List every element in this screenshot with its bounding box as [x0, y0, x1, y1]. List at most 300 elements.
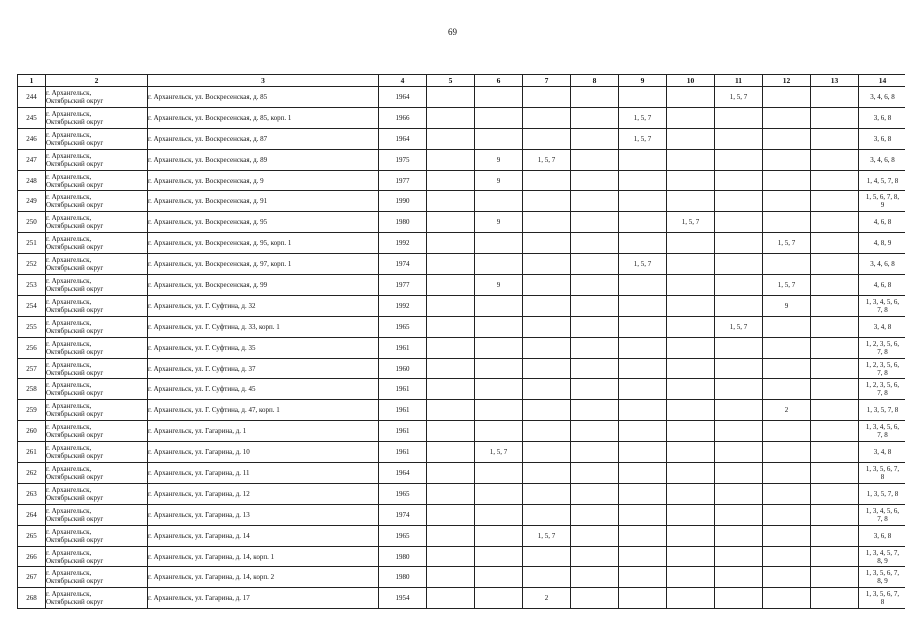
district-line: г. Архангельск,	[46, 569, 92, 578]
code-cell-7	[523, 128, 571, 149]
code-cell-5	[427, 358, 475, 379]
code-cell-13	[811, 191, 859, 212]
code-cell-7: 1, 5, 7	[523, 149, 571, 170]
code-cell-12	[763, 170, 811, 191]
code-cell-14	[859, 379, 905, 400]
district-line: г. Архангельск,	[46, 130, 92, 139]
district-line: Октябрьский округ	[46, 180, 104, 189]
address-cell: г. Архангельск, ул. Воскресенская, д. 85, корп. 1	[148, 107, 379, 128]
code-cell-8	[571, 379, 619, 400]
code-cell-12	[763, 128, 811, 149]
address-cell: г. Архангельск, ул. Г. Суфтина, д. 33, корп. 1	[148, 316, 379, 337]
address-cell: г. Архангельск, ул. Воскресенская, д. 99	[148, 275, 379, 296]
code-cell-7	[523, 191, 571, 212]
code-line: 3, 6, 8	[873, 134, 892, 143]
code-cell-10	[667, 275, 715, 296]
code-cell-10	[667, 233, 715, 254]
district-line: г. Архангельск,	[46, 318, 92, 327]
address-cell: г. Архангельск, ул. Гагарина, д. 10	[148, 442, 379, 463]
district-line: Октябрьский округ	[46, 535, 104, 544]
code-cell-8	[571, 442, 619, 463]
code-cell-9	[619, 463, 667, 484]
code-cell-14	[859, 567, 905, 588]
district-cell	[46, 275, 148, 296]
row-number: 251	[18, 233, 46, 254]
code-cell-13	[811, 400, 859, 421]
row-number: 256	[18, 337, 46, 358]
code-cell-7	[523, 567, 571, 588]
code-cell-12: 1, 5, 7	[763, 275, 811, 296]
code-cell-10	[667, 463, 715, 484]
code-cell-13	[811, 295, 859, 316]
code-cell-11	[715, 337, 763, 358]
district-cell	[46, 233, 148, 254]
code-cell-10	[667, 588, 715, 609]
code-cell-8	[571, 421, 619, 442]
code-cell-5	[427, 442, 475, 463]
code-cell-9	[619, 191, 667, 212]
code-cell-13	[811, 337, 859, 358]
code-cell-9	[619, 170, 667, 191]
year-cell: 1990	[379, 191, 427, 212]
code-cell-10	[667, 191, 715, 212]
table-row	[18, 128, 905, 149]
code-cell-11	[715, 463, 763, 484]
district-cell	[46, 295, 148, 316]
code-cell-14	[859, 358, 905, 379]
district-line: г. Архангельск,	[46, 423, 92, 432]
column-header-11: 11	[715, 75, 763, 87]
row-number: 253	[18, 275, 46, 296]
district-line: Октябрьский округ	[46, 431, 104, 440]
code-cell-12	[763, 421, 811, 442]
code-cell-7: 2	[523, 588, 571, 609]
district-line: Октябрьский округ	[46, 493, 104, 502]
district-cell	[46, 421, 148, 442]
code-line: 9	[880, 201, 885, 210]
district-line: г. Архангельск,	[46, 109, 92, 118]
code-cell-11	[715, 567, 763, 588]
code-cell-10	[667, 525, 715, 546]
address-cell: г. Архангельск, ул. Воскресенская, д. 85	[148, 87, 379, 108]
code-cell-6	[475, 379, 523, 400]
code-cell-11	[715, 504, 763, 525]
table-row	[18, 170, 905, 191]
district-line: Октябрьский округ	[46, 452, 104, 461]
code-cell-8	[571, 316, 619, 337]
code-line: 4, 6, 8	[873, 280, 892, 289]
code-cell-13	[811, 463, 859, 484]
code-line: 3, 4, 8	[873, 448, 892, 457]
column-header-5: 5	[427, 75, 475, 87]
district-line: г. Архангельск,	[46, 172, 92, 181]
table-row	[18, 212, 905, 233]
code-cell-13	[811, 546, 859, 567]
column-header-4: 4	[379, 75, 427, 87]
header-row	[18, 75, 905, 87]
code-cell-10	[667, 149, 715, 170]
code-line: 4, 8, 9	[873, 239, 892, 248]
district-cell	[46, 400, 148, 421]
district-line: Октябрьский округ	[46, 264, 104, 273]
code-cell-13	[811, 316, 859, 337]
code-cell-13	[811, 170, 859, 191]
code-cell-7	[523, 87, 571, 108]
code-line: 7, 8	[877, 368, 888, 377]
code-cell-7	[523, 483, 571, 504]
district-line: г. Архангельск,	[46, 88, 92, 97]
code-line: 1, 3, 5, 6, 7,	[865, 590, 900, 599]
district-cell	[46, 546, 148, 567]
table-row	[18, 525, 905, 546]
code-line: 1, 3, 4, 5, 6,	[865, 423, 900, 432]
code-line: 1, 4, 5, 7, 8	[866, 176, 899, 185]
code-cell-12	[763, 87, 811, 108]
code-cell-8	[571, 275, 619, 296]
table-row	[18, 295, 905, 316]
code-cell-11	[715, 170, 763, 191]
code-cell-5	[427, 483, 475, 504]
code-cell-8	[571, 546, 619, 567]
code-cell-13	[811, 525, 859, 546]
code-cell-12	[763, 149, 811, 170]
code-line: 7, 8	[877, 305, 888, 314]
column-header-12: 12	[763, 75, 811, 87]
code-cell-6	[475, 400, 523, 421]
code-cell-7	[523, 233, 571, 254]
code-cell-14	[859, 463, 905, 484]
page-number: 69	[448, 27, 457, 37]
table-row	[18, 421, 905, 442]
code-cell-14	[859, 191, 905, 212]
code-cell-14	[859, 212, 905, 233]
code-cell-5	[427, 421, 475, 442]
row-number: 254	[18, 295, 46, 316]
district-line: г. Архангельск,	[46, 339, 92, 348]
code-cell-14	[859, 421, 905, 442]
code-cell-7	[523, 546, 571, 567]
district-line: Октябрьский округ	[46, 284, 104, 293]
code-cell-7: 1, 5, 7	[523, 525, 571, 546]
code-cell-12	[763, 504, 811, 525]
district-line: Октябрьский округ	[46, 598, 104, 607]
address-cell: г. Архангельск, ул. Воскресенская, д. 97, корп. 1	[148, 254, 379, 275]
code-cell-12	[763, 463, 811, 484]
district-line: Октябрьский округ	[46, 368, 104, 377]
district-line: г. Архангельск,	[46, 381, 92, 390]
address-cell: г. Архангельск, ул. Гагарина, д. 17	[148, 588, 379, 609]
code-cell-7	[523, 275, 571, 296]
code-cell-11	[715, 107, 763, 128]
district-cell	[46, 588, 148, 609]
code-cell-5	[427, 191, 475, 212]
row-number: 257	[18, 358, 46, 379]
code-cell-12	[763, 525, 811, 546]
code-cell-12: 2	[763, 400, 811, 421]
code-line: 3, 6, 8	[873, 531, 892, 540]
code-cell-6	[475, 504, 523, 525]
address-cell: г. Архангельск, ул. Гагарина, д. 1	[148, 421, 379, 442]
year-cell: 1964	[379, 463, 427, 484]
code-cell-6: 9	[475, 212, 523, 233]
district-cell	[46, 379, 148, 400]
code-line: 1, 3, 5, 7, 8	[866, 489, 899, 498]
code-cell-14	[859, 128, 905, 149]
code-line: 7, 8	[877, 431, 888, 440]
code-cell-7	[523, 295, 571, 316]
row-number: 252	[18, 254, 46, 275]
code-cell-8	[571, 128, 619, 149]
code-cell-8	[571, 337, 619, 358]
year-cell: 1961	[379, 421, 427, 442]
code-cell-9	[619, 358, 667, 379]
code-cell-9	[619, 212, 667, 233]
row-number: 260	[18, 421, 46, 442]
code-line: 1, 2, 3, 5, 6,	[865, 381, 900, 390]
row-number: 246	[18, 128, 46, 149]
code-cell-10	[667, 567, 715, 588]
code-line: 3, 4, 8	[873, 322, 892, 331]
code-cell-6	[475, 358, 523, 379]
code-cell-9	[619, 442, 667, 463]
district-cell	[46, 567, 148, 588]
code-cell-13	[811, 442, 859, 463]
district-line: г. Архангельск,	[46, 444, 92, 453]
year-cell: 1965	[379, 483, 427, 504]
district-cell	[46, 170, 148, 191]
table-row	[18, 483, 905, 504]
code-cell-13	[811, 87, 859, 108]
code-cell-10	[667, 316, 715, 337]
district-line: г. Архангельск,	[46, 506, 92, 515]
district-line: Октябрьский округ	[46, 326, 104, 335]
code-cell-6	[475, 546, 523, 567]
code-cell-11	[715, 128, 763, 149]
address-cell: г. Архангельск, ул. Воскресенская, д. 89	[148, 149, 379, 170]
buildings-table	[17, 74, 905, 609]
address-cell: г. Архангельск, ул. Г. Суфтина, д. 45	[148, 379, 379, 400]
code-cell-12	[763, 483, 811, 504]
code-cell-11	[715, 421, 763, 442]
code-cell-13	[811, 358, 859, 379]
code-cell-5	[427, 254, 475, 275]
code-cell-7	[523, 379, 571, 400]
code-cell-7	[523, 400, 571, 421]
district-cell	[46, 463, 148, 484]
code-cell-10	[667, 442, 715, 463]
code-cell-14	[859, 233, 905, 254]
code-cell-6: 1, 5, 7	[475, 442, 523, 463]
year-cell: 1992	[379, 295, 427, 316]
district-cell	[46, 358, 148, 379]
row-number: 267	[18, 567, 46, 588]
code-line: 1, 2, 3, 5, 6,	[865, 339, 900, 348]
year-cell: 1980	[379, 546, 427, 567]
code-cell-6	[475, 463, 523, 484]
row-number: 259	[18, 400, 46, 421]
district-cell	[46, 316, 148, 337]
address-cell: г. Архангельск, ул. Г. Суфтина, д. 32	[148, 295, 379, 316]
code-cell-7	[523, 421, 571, 442]
address-cell: г. Архангельск, ул. Г. Суфтина, д. 37	[148, 358, 379, 379]
table-row	[18, 546, 905, 567]
code-cell-5	[427, 546, 475, 567]
year-cell: 1964	[379, 87, 427, 108]
code-cell-11	[715, 254, 763, 275]
code-cell-6	[475, 483, 523, 504]
code-cell-9	[619, 546, 667, 567]
code-line: 1, 3, 5, 7, 8	[866, 406, 899, 415]
code-cell-14	[859, 546, 905, 567]
district-cell	[46, 107, 148, 128]
code-cell-7	[523, 316, 571, 337]
code-cell-7	[523, 463, 571, 484]
address-cell: г. Архангельск, ул. Воскресенская, д. 95, корп. 1	[148, 233, 379, 254]
code-cell-14	[859, 442, 905, 463]
code-cell-11	[715, 149, 763, 170]
code-cell-5	[427, 379, 475, 400]
row-number: 268	[18, 588, 46, 609]
code-line: 1, 3, 5, 6, 7,	[865, 464, 900, 473]
code-cell-8	[571, 149, 619, 170]
code-cell-6	[475, 421, 523, 442]
year-cell: 1960	[379, 358, 427, 379]
code-cell-5	[427, 525, 475, 546]
code-cell-8	[571, 483, 619, 504]
code-cell-7	[523, 442, 571, 463]
district-line: г. Архангельск,	[46, 590, 92, 599]
year-cell: 1992	[379, 233, 427, 254]
code-cell-9	[619, 87, 667, 108]
table-row	[18, 504, 905, 525]
table-row	[18, 149, 905, 170]
code-cell-12	[763, 546, 811, 567]
code-cell-5	[427, 504, 475, 525]
table-row	[18, 233, 905, 254]
row-number: 247	[18, 149, 46, 170]
district-line: Октябрьский округ	[46, 389, 104, 398]
year-cell: 1966	[379, 107, 427, 128]
code-line: 7, 8	[877, 514, 888, 523]
year-cell: 1954	[379, 588, 427, 609]
code-cell-9: 1, 5, 7	[619, 254, 667, 275]
district-line: Октябрьский округ	[46, 159, 104, 168]
row-number: 262	[18, 463, 46, 484]
code-cell-11	[715, 212, 763, 233]
code-cell-8	[571, 170, 619, 191]
code-cell-10	[667, 358, 715, 379]
code-cell-8	[571, 295, 619, 316]
code-line: 4, 6, 8	[873, 218, 892, 227]
row-number: 245	[18, 107, 46, 128]
code-cell-13	[811, 233, 859, 254]
code-cell-12: 1, 5, 7	[763, 233, 811, 254]
code-cell-11	[715, 295, 763, 316]
code-cell-9	[619, 379, 667, 400]
code-cell-13	[811, 421, 859, 442]
district-line: г. Архангельск,	[46, 151, 92, 160]
address-cell: г. Архангельск, ул. Воскресенская, д. 95	[148, 212, 379, 233]
code-cell-5	[427, 588, 475, 609]
code-cell-5	[427, 87, 475, 108]
code-cell-8	[571, 107, 619, 128]
table-row	[18, 107, 905, 128]
district-cell	[46, 525, 148, 546]
code-cell-14	[859, 275, 905, 296]
table-row	[18, 316, 905, 337]
district-line: г. Архангельск,	[46, 402, 92, 411]
code-line: 3, 4, 6, 8	[870, 155, 895, 164]
table-row	[18, 254, 905, 275]
code-cell-14	[859, 107, 905, 128]
code-cell-6	[475, 128, 523, 149]
district-line: Октябрьский округ	[46, 243, 104, 252]
year-cell: 1980	[379, 212, 427, 233]
code-cell-5	[427, 567, 475, 588]
code-cell-9	[619, 337, 667, 358]
code-cell-9	[619, 588, 667, 609]
district-line: Октябрьский округ	[46, 577, 104, 586]
code-line: 1, 3, 4, 5, 6,	[865, 506, 900, 515]
district-line: Октябрьский округ	[46, 410, 104, 419]
code-cell-14	[859, 295, 905, 316]
code-cell-10	[667, 546, 715, 567]
code-cell-7	[523, 254, 571, 275]
code-cell-11	[715, 233, 763, 254]
code-cell-8	[571, 504, 619, 525]
table-row	[18, 588, 905, 609]
code-cell-11	[715, 358, 763, 379]
code-line: 1, 3, 5, 6, 7,	[865, 569, 900, 578]
address-cell: г. Архангельск, ул. Гагарина, д. 14	[148, 525, 379, 546]
district-line: Октябрьский округ	[46, 472, 104, 481]
code-cell-10: 1, 5, 7	[667, 212, 715, 233]
district-line: г. Архангельск,	[46, 276, 92, 285]
code-cell-11	[715, 275, 763, 296]
code-cell-6: 9	[475, 170, 523, 191]
year-cell: 1965	[379, 316, 427, 337]
code-cell-13	[811, 483, 859, 504]
year-cell: 1961	[379, 400, 427, 421]
district-line: Октябрьский округ	[46, 201, 104, 210]
year-cell: 1961	[379, 337, 427, 358]
code-cell-12	[763, 191, 811, 212]
district-line: Октябрьский округ	[46, 96, 104, 105]
code-cell-12	[763, 588, 811, 609]
code-cell-14	[859, 87, 905, 108]
code-cell-8	[571, 358, 619, 379]
code-cell-6	[475, 316, 523, 337]
code-cell-11	[715, 442, 763, 463]
code-cell-6	[475, 191, 523, 212]
code-cell-10	[667, 107, 715, 128]
code-cell-5	[427, 275, 475, 296]
code-cell-14	[859, 170, 905, 191]
district-line: г. Архангельск,	[46, 256, 92, 265]
district-cell	[46, 483, 148, 504]
code-cell-11	[715, 191, 763, 212]
code-cell-6	[475, 87, 523, 108]
address-cell: г. Архангельск, ул. Воскресенская, д. 87	[148, 128, 379, 149]
code-cell-9	[619, 295, 667, 316]
code-cell-10	[667, 421, 715, 442]
address-cell: г. Архангельск, ул. Гагарина, д. 13	[148, 504, 379, 525]
code-cell-9	[619, 400, 667, 421]
code-cell-11: 1, 5, 7	[715, 87, 763, 108]
code-cell-7	[523, 337, 571, 358]
code-cell-6	[475, 525, 523, 546]
column-header-7: 7	[523, 75, 571, 87]
